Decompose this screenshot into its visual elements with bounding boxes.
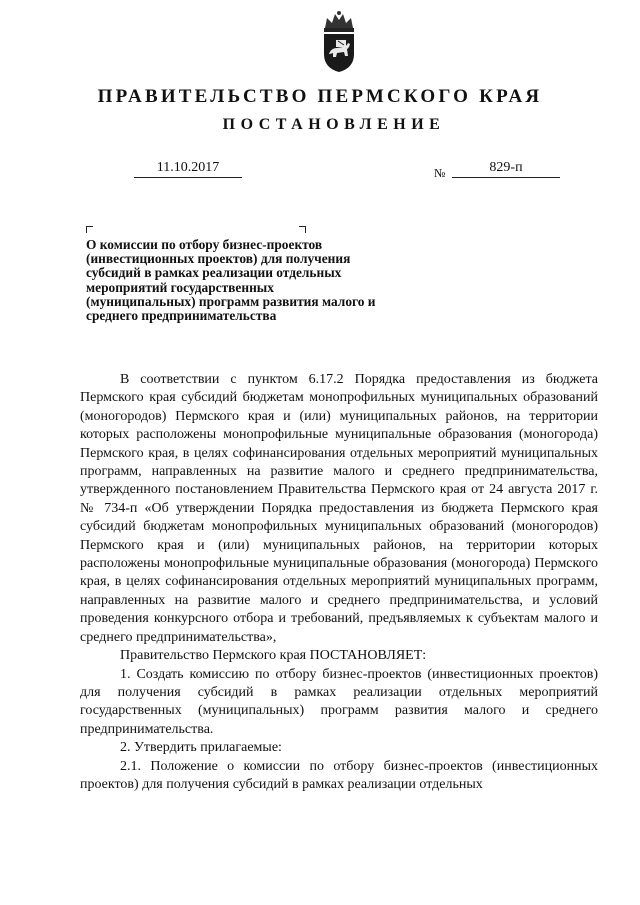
document-subject: О комиссии по отбору бизнес-проектов (инвестиционных проектов) для получения субсидий в рамках реализации отдельных мероприятий государственных (муниципальных) программ развития малого и среднего предпринимательства [86,237,376,324]
perm-krai-coat-of-arms-icon [317,10,361,74]
subject-corner-mark-right [299,226,306,233]
number-sign: № [434,166,446,180]
document-body [80,371,598,794]
document-number: 829-п [452,160,560,178]
government-name: ПРАВИТЕЛЬСТВО ПЕРМСКОГО КРАЯ [97,86,543,107]
body-paragraph: 1. Создать комиссию по отбору бизнес-проектов (инвестиционных проектов) для получения субсидий в рамках реализации отдельных мероприятий государственных (муниципальных) программ развития малого и среднего предпринимательства. [80,666,598,737]
subject-corner-mark-left [86,226,93,233]
body-paragraph: 2.1. Положение о комиссии по отбору бизнес-проектов (инвестиционных проектов) для получения субсидий в рамках реализации отдельных [80,758,598,792]
body-paragraph: 2. Утвердить прилагаемые: [120,740,282,756]
document-type: ПОСТАНОВЛЕНИЕ [222,116,446,133]
body-paragraph: В соответствии с пунктом 6.17.2 Порядка предоставления из бюджета Пермского края субсидий бюджетам монопрофильных муниципальных образований (моногородов) Пермского края и (или) муниципальных районов, на территории которых расположены монопрофильные муниципальные образования (моногорода) Пермского края, в целях софинансирования отдельных мероприятий муниципальных программ, направленных на развитие малого и среднего предпринимательства, утвержденного постановлением Правительства Пермского края от 24 августа 2017 г. № 734-п «Об утверждении Порядка предоставления из бюджета Пермского края субсидий бюджетам монопрофильных муниципальных образований (моногородов) Пермского края и (или) муниципальных районов, на территории которых расположены монопрофильные муниципальные образования (моногорода) Пермского края, в целях софинансирования отдельных мероприятий муниципальных программ, направленных на развитие малого и среднего предпринимательства, и условий проведения конкурсного отбора и требований, предъявляемых к субъектам малого и среднего предпринимательства», [80,372,598,645]
document-date: 11.10.2017 [134,160,242,178]
body-paragraph: Правительство Пермского края ПОСТАНОВЛЯЕТ: [120,648,427,664]
